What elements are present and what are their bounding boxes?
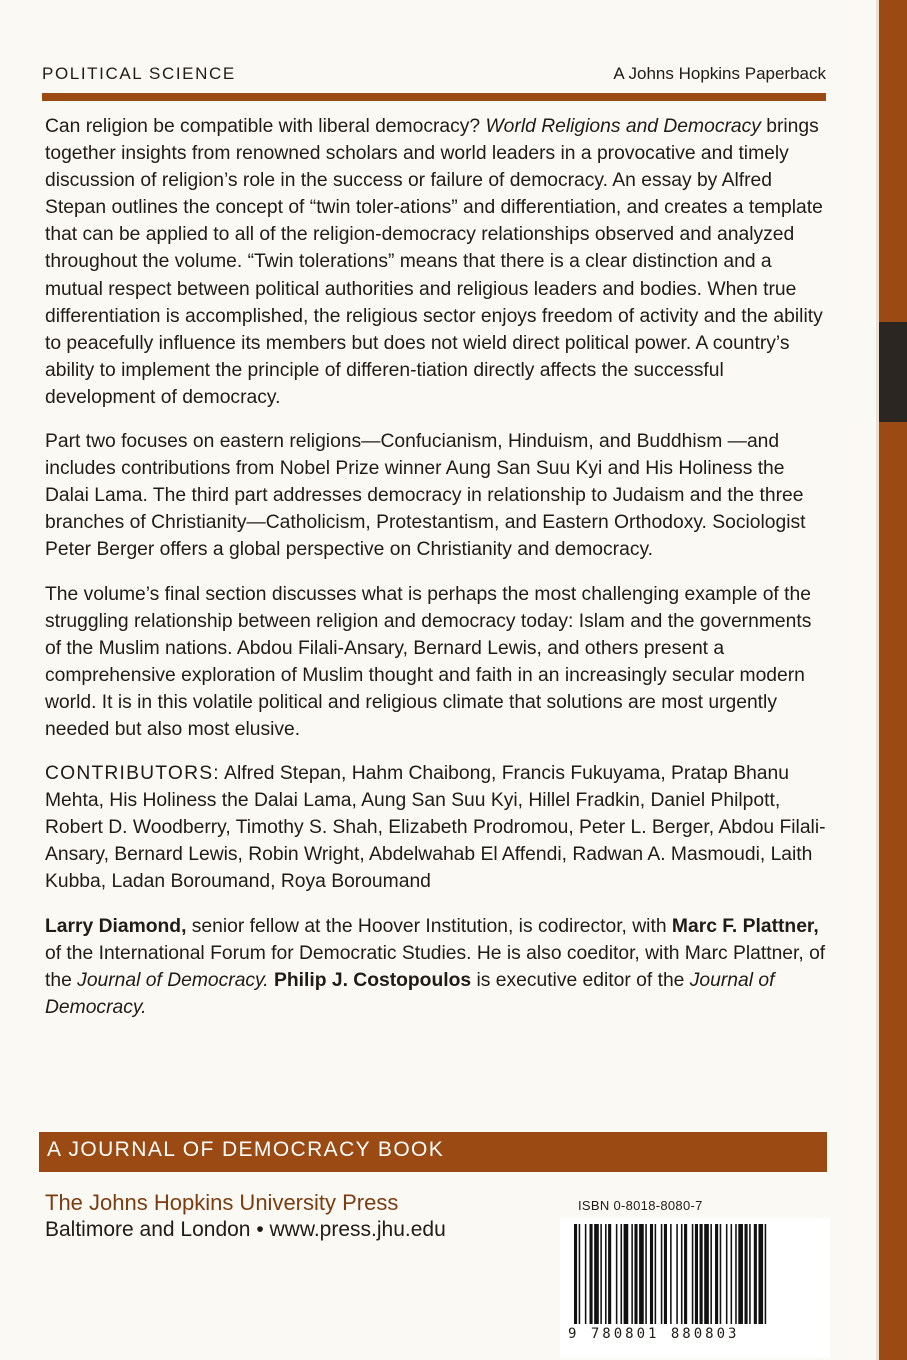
barcode-bar <box>624 1224 629 1324</box>
barcode <box>560 1218 830 1358</box>
paragraph-intro: Can religion be compatible with liberal democracy? World Religions and Democracy brings together insights from renowned scholars and world leaders in a provocative and timely discussion of religion’s role in the success or failure of democracy. An essay by Alfred Stepan outlines the concept of “twin toler-ations” and differentiation, and creates a template that can be applied to all of the religion-democracy relationships observed and analyzed throughout the volume. “Twin tolerations” means that there is a clear distinction and a mutual respect between political authorities and religious leaders and bodies. When true differentiation is accomplished, the religious sector enjoys freedom of activity and the ability to peacefully influence its members but does not wield direct political power. A country’s ability to implement the principle of differen-tiation directly affects the successful development of democracy. <box>45 116 823 408</box>
barcode-bar <box>650 1224 653 1324</box>
barcode-bar <box>710 1224 712 1324</box>
barcode-bar <box>715 1224 718 1324</box>
barcode-bar <box>661 1224 663 1324</box>
paragraph-part-two: Part two focuses on eastern religions—Confucianism, Hinduism, and Buddhism —and includes contributions from Nobel Prize winner Aung San Suu Kyi and His Holiness the Dalai Lama. The third part addresses democracy in relationship to Judaism and the three branches of Christianity—Catholicism, Protestantism, and Eastern Orthodoxy. Sociologist Peter Berger offers a global perspective on Christianity and democracy. <box>45 431 806 561</box>
editor-bios: Larry Diamond, senior fellow at the Hoover Institution, is codirector, with Marc F. Plattner, of the International Forum for Democratic Studies. He is also coeditor, with Marc Plattner, of the Journal of Democracy. Philip J. Costopoulos is executive editor of the Journal of Democracy. <box>45 915 826 1018</box>
contributors <box>45 760 828 895</box>
barcode-bar <box>645 1224 647 1324</box>
series-banner-text: A JOURNAL OF DEMOCRACY BOOK <box>47 1138 445 1161</box>
paragraph-final-section: The volume’s final section discusses what is perhaps the most challenging example of the struggling relationship between religion and democracy today: Islam and the governments of the Muslim nations. Abdou Filali-Ansary, Bernard Lewis, and others present a comprehensive exploration of Muslim thought and faith in an increasingly secular modern world. It is in this volatile political and religious climate that solutions are most urgently needed but also most elusive. <box>45 583 812 740</box>
book-title: World Religions and Democracy <box>485 116 761 137</box>
barcode-bar <box>579 1224 581 1324</box>
contributors-list: Alfred Stepan, Hahm Chaibong, Francis Fukuyama, Pratap Bhanu Mehta, His Holiness the Dalai Lama, Aung San Suu Kyi, Hillel Fradkin, Daniel Philpott, Robert D. Woodberry, Timothy S. Shah, Elizabeth Prodromou, Peter L. Berger, Abdou Filali-Ansary, Bernard Lewis, Robin Wright, Abdelwahab El Affendi, Radwan A. Masmoudi, Laith Kubba, Ladan Boroumand, Roya Boroumand <box>45 763 826 893</box>
barcode-bar <box>754 1224 757 1324</box>
barcode-bar <box>631 1224 633 1324</box>
barcode-bar <box>655 1224 657 1324</box>
barcode-bar <box>700 1224 703 1324</box>
barcode-bar <box>758 1224 763 1324</box>
barcode-bar <box>731 1224 733 1324</box>
isbn-label: ISBN 0-8018-8080-7 <box>578 1198 703 1213</box>
barcode-bar <box>692 1224 694 1324</box>
barcode-bar <box>616 1224 618 1324</box>
barcode-bar <box>745 1224 748 1324</box>
barcode-bar <box>585 1224 587 1324</box>
barcode-bar <box>749 1224 751 1324</box>
spine <box>879 0 907 1360</box>
series-banner <box>39 1132 827 1172</box>
barcode-digits: 9 780801 880803 <box>568 1326 740 1342</box>
publisher-name: The Johns Hopkins University Press <box>45 1190 399 1215</box>
barcode-bar <box>765 1224 767 1324</box>
barcode-bar <box>695 1224 698 1324</box>
barcode-bar <box>605 1224 607 1324</box>
barcode-bar <box>574 1224 577 1324</box>
barcode-bar <box>634 1224 637 1324</box>
barcode-bar <box>738 1224 743 1324</box>
publisher-location: Baltimore and London • www.press.jhu.edu <box>45 1218 446 1241</box>
barcode-bar <box>681 1224 683 1324</box>
barcode-bar <box>676 1224 678 1324</box>
barcode-bar <box>684 1224 687 1324</box>
barcode-bar <box>735 1224 737 1324</box>
header <box>42 62 826 90</box>
barcode-bar <box>720 1224 722 1324</box>
header-rule <box>42 93 826 101</box>
barcode-bar <box>590 1224 593 1324</box>
barcode-bar <box>670 1224 672 1324</box>
barcode-bar <box>704 1224 709 1324</box>
barcode-bar <box>608 1224 611 1324</box>
spine-tab <box>879 322 907 422</box>
barcode-bar <box>664 1224 667 1324</box>
barcode-bar <box>594 1224 599 1324</box>
barcode-bar <box>621 1224 623 1324</box>
category-label: POLITICAL SCIENCE <box>42 64 236 83</box>
blurb <box>45 113 828 1038</box>
barcode-bars <box>560 1218 830 1328</box>
barcode-bar <box>726 1224 728 1324</box>
barcode-bar <box>639 1224 644 1324</box>
contributors-label: CONTRIBUTORS: <box>45 763 220 785</box>
series-label: A Johns Hopkins Paperback <box>613 64 826 83</box>
barcode-bar <box>600 1224 602 1324</box>
